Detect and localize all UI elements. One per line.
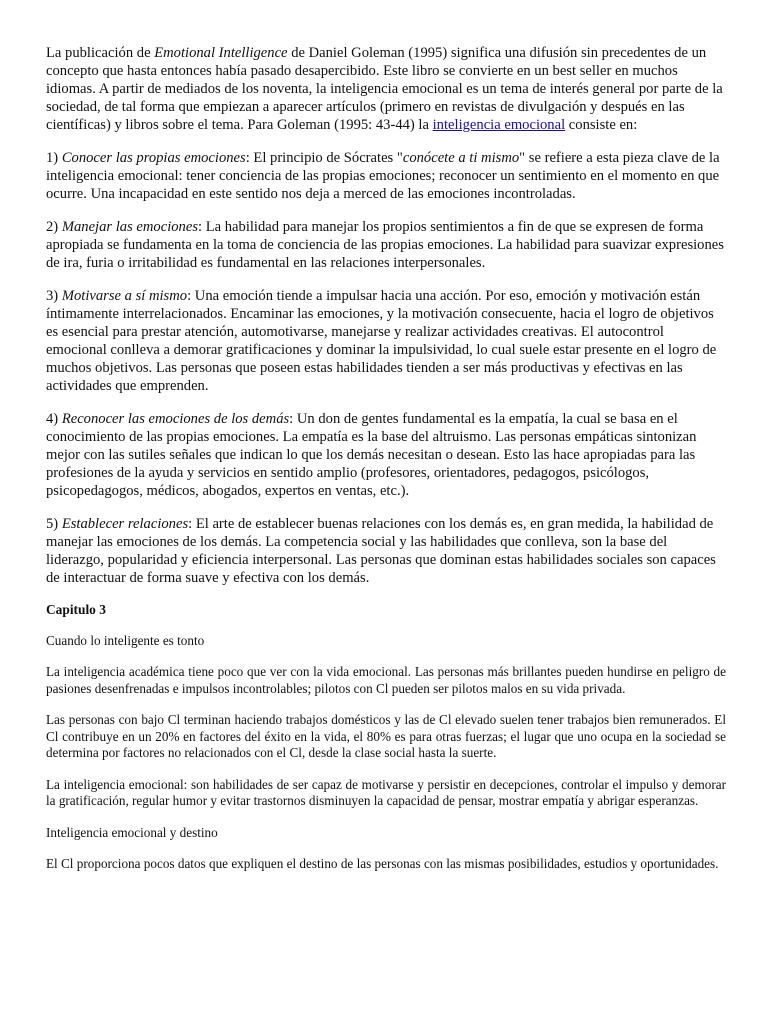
- intro-text-2: de Daniel Goleman (1995) significa una difusión sin precedentes de un concepto que hasta entonces había pasado desapercibido. Este libro se convierte en un best seller en muchos idiomas. A partir de mediados de los noventa, la inteligencia emocional es un tema de interés general por parte de la sociedad, de tal forma que empiezan a aparecer artículos (primero en revistas de divulgación y después en las científicas) y libros sobre el tema. Para Goleman (1995: 43-44) la: [46, 45, 723, 133]
- item-quote: conócete a ti mismo: [402, 150, 520, 166]
- item-text: : Un don de gentes fundamental es la empatía, la cual se basa en el conocimiento de las propias emociones. La empatía es la base del altruismo. Las personas empáticas sintonizan mejor con las sutiles señales que indican lo que los demás necesitan o desean. Esto las hace apropiadas para las profesiones de la ayuda y servicios en sentido amplio (profesores, orientadores, pedagogos, psicólogos, psicopedagogos, médicos, abogados, expertos en ventas, etc.).: [46, 411, 697, 499]
- chapter-paragraph-3: La inteligencia emocional: son habilidades de ser capaz de motivarse y persistir en decepciones, controlar el impulso y demorar la gratificación, regular humor y evitar trastornos disminuyen la capacidad de pensar, mostrar empatía y abrigar esperanzas.: [46, 776, 726, 808]
- inteligencia-emocional-link[interactable]: inteligencia emocional: [432, 117, 566, 133]
- intro-text-3: consiste en:: [565, 117, 638, 133]
- book-title: Emotional Intelligence: [154, 45, 288, 61]
- list-item-2: [46, 218, 726, 272]
- intro-text-1: La publicación de: [46, 45, 155, 61]
- item-title: Reconocer las emociones de los demás: [61, 411, 290, 427]
- list-item-4: [46, 410, 726, 500]
- item-number: 1): [46, 150, 62, 166]
- item-text: " se refiere a esta pieza clave de la inteligencia emocional: tener conciencia de las propias emociones; reconocer un sentimiento en el momento en que ocurre. Una incapacidad en este sentido nos deja a merced de las emociones incontroladas.: [46, 150, 720, 202]
- chapter-paragraph-4: El Cl proporciona pocos datos que expliquen el destino de las personas con las mismas posibilidades, estudios y oportunidades.: [46, 856, 719, 871]
- item-title: Establecer relaciones: [61, 516, 189, 532]
- intro-paragraph: [46, 44, 726, 134]
- item-title: Motivarse a sí mismo: [61, 288, 188, 304]
- item-number: 4): [46, 411, 62, 427]
- list-item-3: [46, 287, 726, 395]
- item-title: Conocer las propias emociones: [61, 150, 246, 166]
- item-text: : Una emoción tiende a impulsar hacia una acción. Por eso, emoción y motivación están íntimamente interrelacionados. Encaminar las emociones, y la motivación consecuente, hacia el logro de objetivos es esencial para prestar atención, automotivarse, manejarse y realizar actividades creativas. El autocontrol emocional conlleva a demorar gratificaciones y dominar la impulsividad, lo cual suele estar presente en el logro de muchos objetivos. Las personas que poseen estas habilidades tienden a ser más productivas y efectivas en las actividades que emprenden.: [46, 288, 717, 394]
- chapter-heading: Capitulo 3: [46, 602, 106, 617]
- item-number: 5): [46, 516, 62, 532]
- document-page: [46, 44, 726, 888]
- item-text: : El arte de establecer buenas relaciones con los demás es, en gran medida, la habilidad de manejar las emociones de los demás. La competencia social y las habilidades que conlleva, son la base del liderazgo, popularidad y eficiencia interpersonal. Las personas que dominan estas habilidades sociales son capaces de interactuar de forma suave y efectiva con los demás.: [46, 516, 716, 586]
- section-subtitle: Inteligencia emocional y destino: [46, 824, 218, 840]
- chapter-paragraph-2: Las personas con bajo Cl terminan haciendo trabajos domésticos y las de Cl elevado suelen tener trabajos bien remunerados. El Cl contribuye en un 20% en factores del éxito en la vida, el 80% es para otras fuerzas; el lugar que uno ocupa en la sociedad se determina por factores no relacionados con el Cl, desde la clase social hasta la suerte.: [46, 712, 726, 760]
- item-text: : La habilidad para manejar los propios sentimientos a fin de que se expresen de forma apropiada se fundamenta en la toma de conciencia de las propias emociones. La habilidad para suavizar expresiones de ira, furia o irritabilidad es fundamental en las relaciones interpersonales.: [46, 219, 724, 271]
- chapter-subtitle: Cuando lo inteligente es tonto: [46, 632, 205, 648]
- list-item-5: [46, 515, 726, 587]
- item-number: 2): [46, 219, 62, 235]
- list-item-1: [46, 149, 726, 203]
- item-number: 3): [46, 288, 62, 304]
- item-text-pre: : El principio de Sócrates ": [245, 150, 403, 166]
- item-title: Manejar las emociones: [61, 219, 198, 235]
- chapter-paragraph-1: La inteligencia académica tiene poco que ver con la vida emocional. Las personas más brillantes pueden hundirse en peligro de pasiones desenfrenadas e impulsos incontrolables; pilotos con Cl pueden ser pilotos malos en su vida privada.: [46, 664, 726, 696]
